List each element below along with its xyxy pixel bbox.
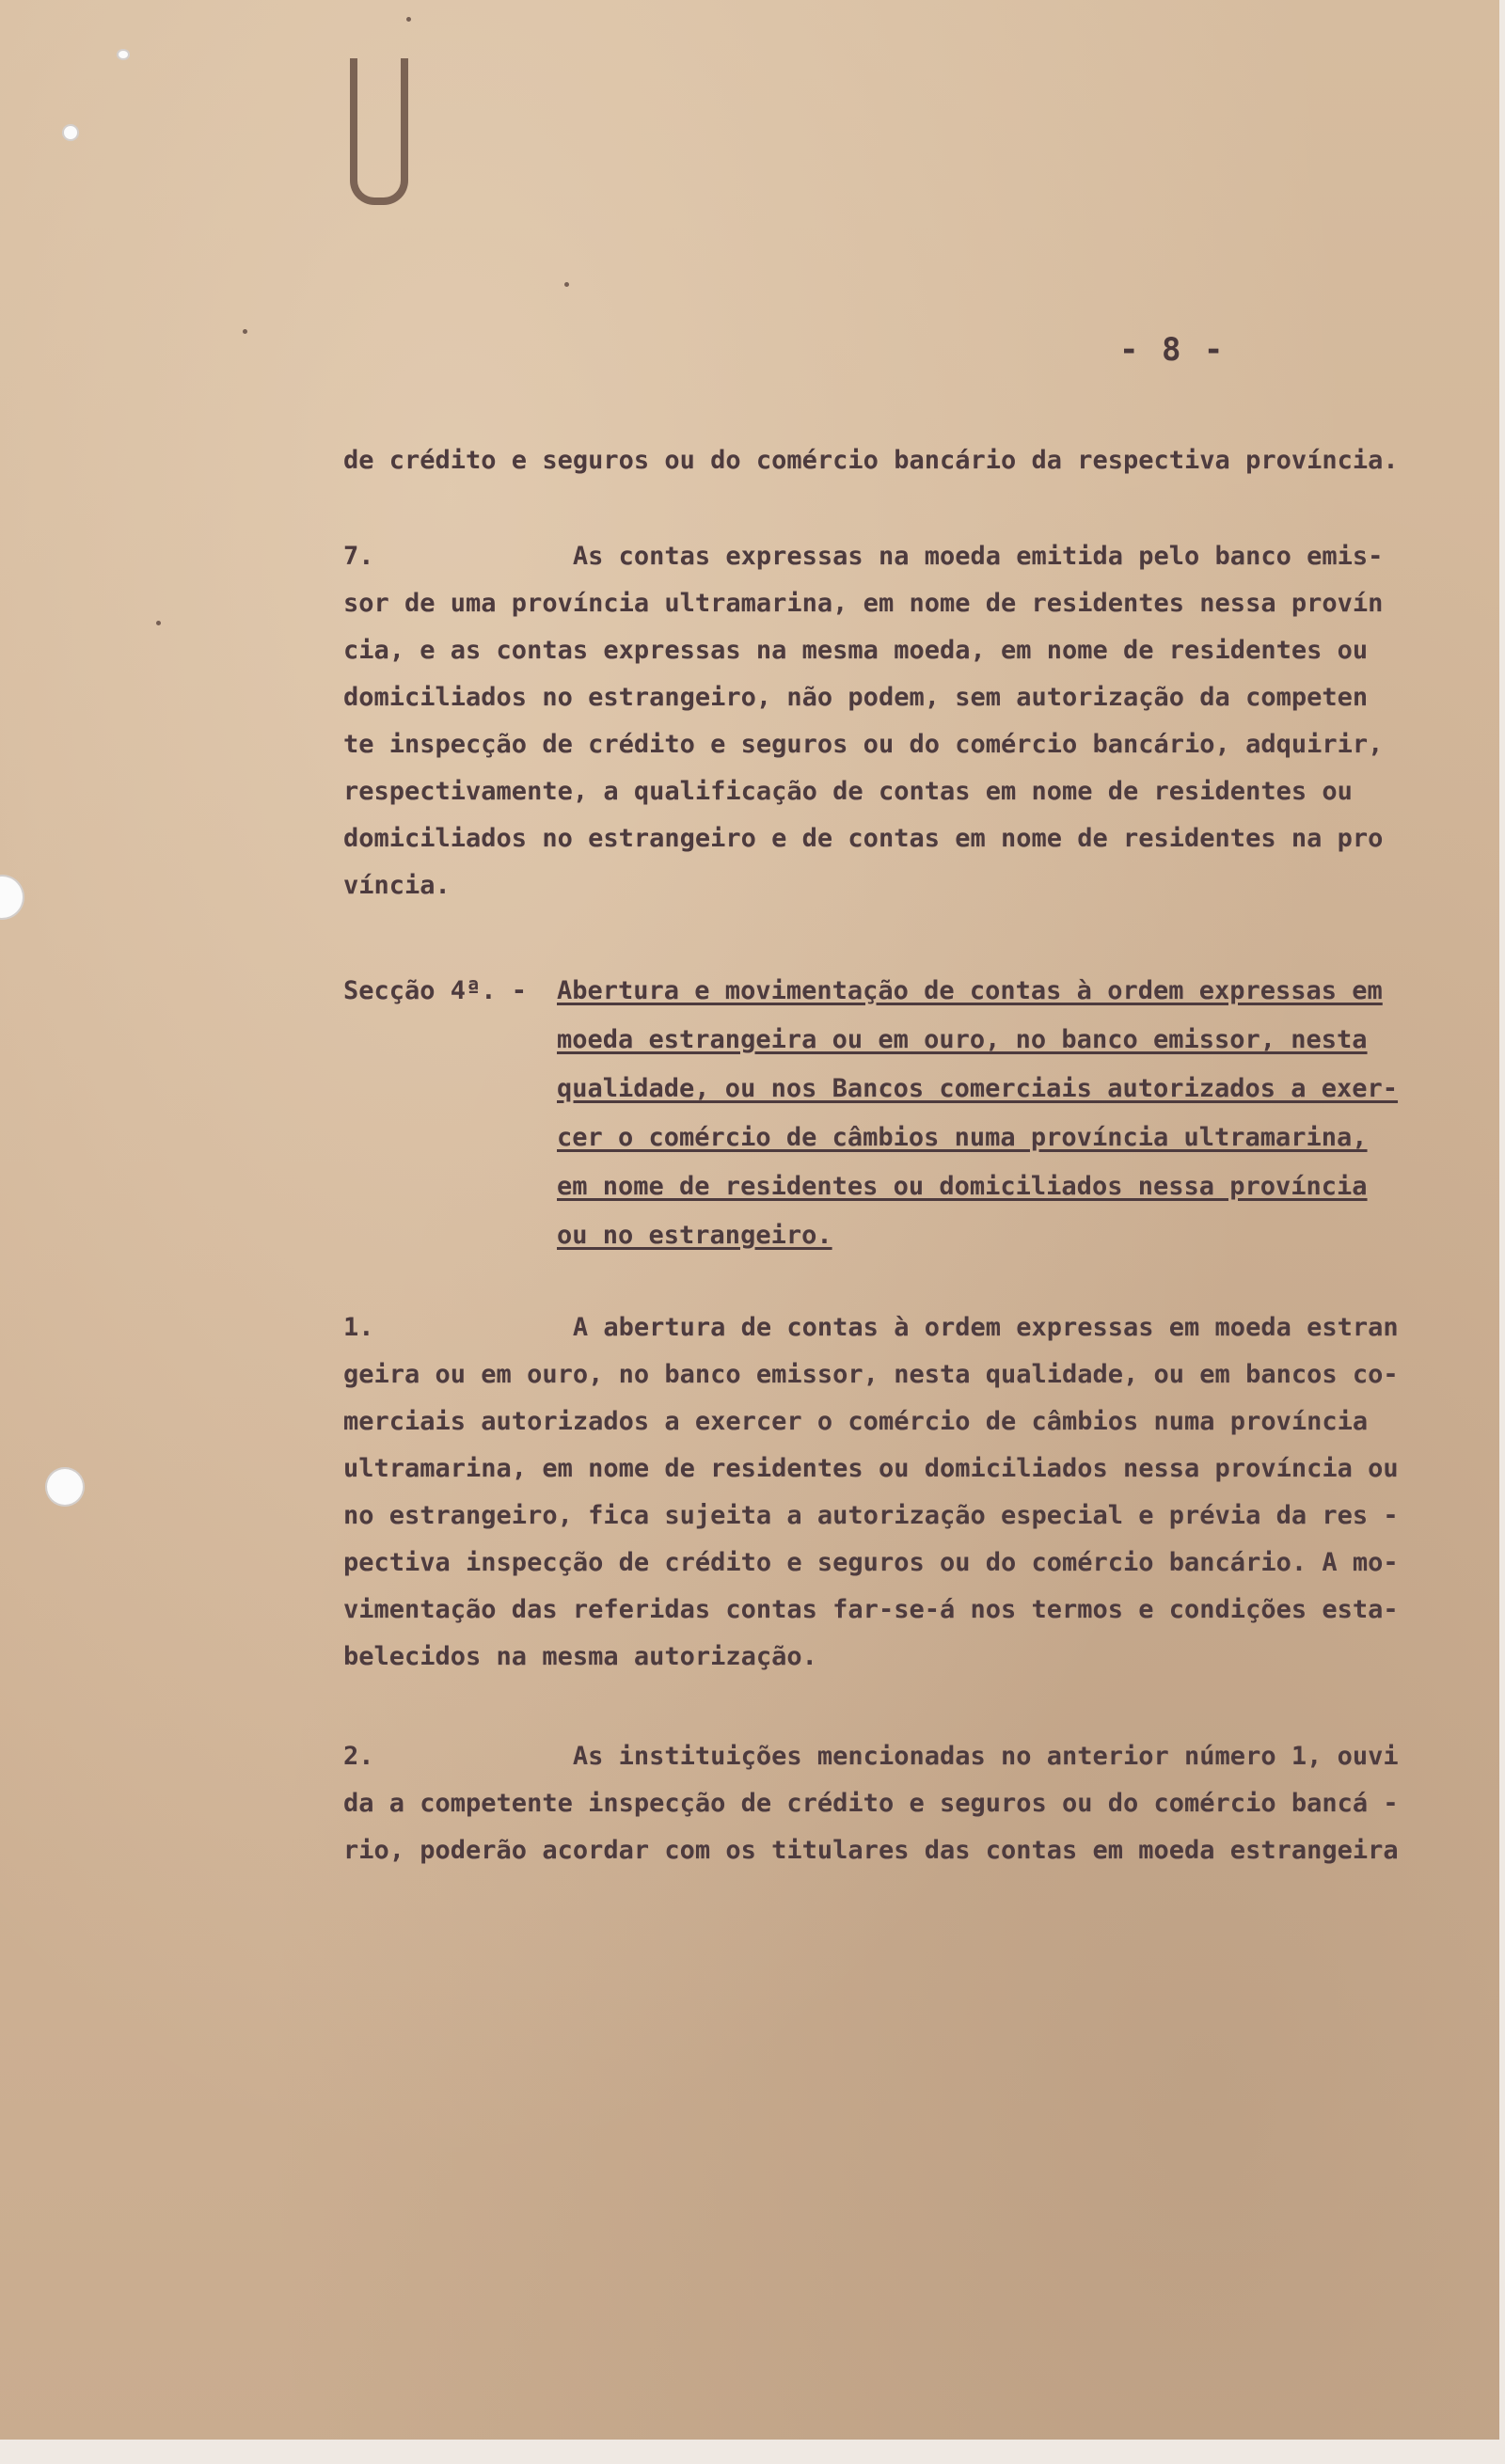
paper-edge-bottom <box>0 2440 1505 2464</box>
section-title-line: Abertura e movimentação de contas à ordem expressas em <box>557 976 1383 1005</box>
paper-edge-right <box>1499 0 1505 2464</box>
text-line: pectiva inspecção de crédito e seguros ou do comércio bancário. A mo- <box>343 1548 1399 1577</box>
section-title-line: cer o comércio de câmbios numa província ultramarina, <box>557 1123 1368 1152</box>
text-line: no estrangeiro, fica sujeita a autorização especial e prévia da res - <box>343 1501 1399 1530</box>
text-line: ultramarina, em nome de residentes ou domiciliados nessa província ou <box>343 1454 1399 1483</box>
text-line: belecidos na mesma autorização. <box>343 1642 817 1671</box>
text-line: 2. As instituições mencionadas no anterior número 1, ouvi <box>343 1742 1399 1771</box>
text-line: domiciliados no estrangeiro e de contas em nome de residentes na pro <box>343 824 1384 853</box>
text-line: víncia. <box>343 871 451 900</box>
text-line: 7. As contas expressas na moeda emitida pelo banco emis- <box>343 542 1384 571</box>
text-line: geira ou em ouro, no banco emissor, nesta qualidade, ou em bancos co- <box>343 1360 1399 1389</box>
ink-speck <box>243 329 247 334</box>
text-line: cia, e as contas expressas na mesma moeda, em nome de residentes ou <box>343 636 1369 665</box>
ink-speck <box>406 17 411 22</box>
paperclip-stain-icon <box>350 58 408 205</box>
punch-hole <box>0 875 24 920</box>
punch-hole <box>117 49 130 60</box>
page-number: - 8 - <box>1119 331 1226 369</box>
text-line: rio, poderão acordar com os titulares das contas em moeda estrangeira <box>343 1836 1399 1865</box>
text-line: de crédito e seguros ou do comércio bancário da respectiva província. <box>343 446 1399 475</box>
section-title-line: ou no estrangeiro. <box>557 1221 832 1250</box>
text-line: 1. A abertura de contas à ordem expressas em moeda estran <box>343 1313 1399 1342</box>
text-line: domiciliados no estrangeiro, não podem, sem autorização da competen <box>343 683 1369 712</box>
punch-hole <box>45 1467 85 1507</box>
text-line: te inspecção de crédito e seguros ou do comércio bancário, adquirir, <box>343 730 1384 759</box>
ink-speck <box>156 621 161 625</box>
text-line: da a competente inspecção de crédito e seguros ou do comércio bancá - <box>343 1789 1399 1818</box>
text-line: respectivamente, a qualificação de contas em nome de residentes ou <box>343 777 1353 806</box>
text-line: merciais autorizados a exercer o comércio de câmbios numa província <box>343 1407 1369 1436</box>
text-line: vimentação das referidas contas far-se-á nos termos e condições esta- <box>343 1595 1399 1624</box>
ink-speck <box>564 282 569 287</box>
section-title-line: moeda estrangeira ou em ouro, no banco emissor, nesta <box>557 1025 1368 1054</box>
section-label: Secção 4ª. - <box>343 976 528 1005</box>
text-line: sor de uma província ultramarina, em nome de residentes nessa provín <box>343 589 1384 618</box>
punch-hole <box>62 124 79 141</box>
section-title-line: qualidade, ou nos Bancos comerciais autorizados a exer- <box>557 1074 1399 1103</box>
section-title-line: em nome de residentes ou domiciliados nessa província <box>557 1172 1368 1201</box>
